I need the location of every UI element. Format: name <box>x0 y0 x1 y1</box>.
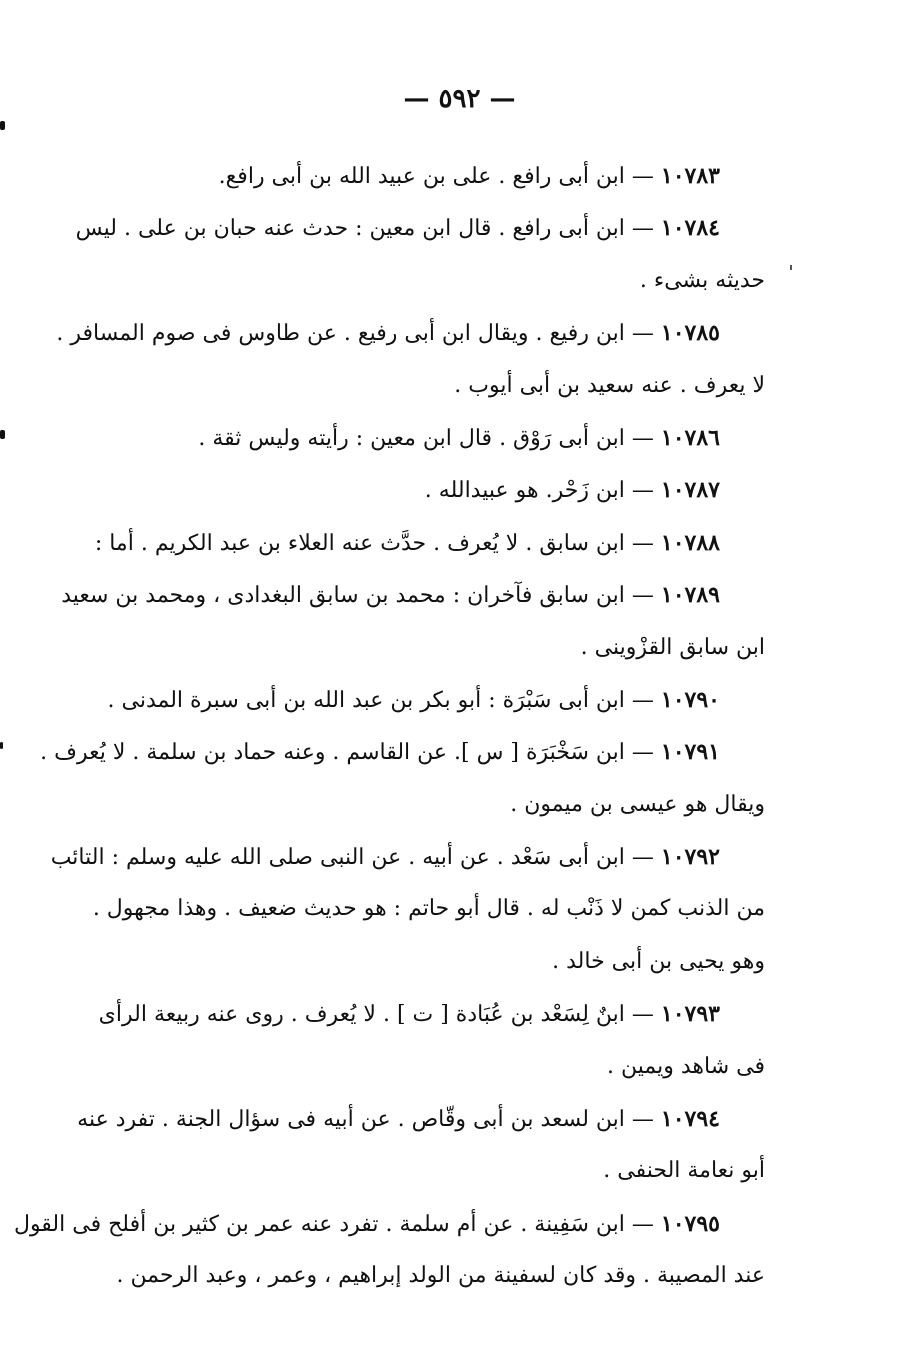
entry-text: — ابن سابق فآخران : محمد بن سابق البغدادى ، ومحمد بن سعيد <box>61 583 661 609</box>
entry-number: ١٠٧٩٢ <box>660 844 720 871</box>
text-line <box>100 936 765 988</box>
text-line <box>94 517 765 569</box>
text-line <box>100 1145 765 1197</box>
entry-text: — ابن سَفِينة . عن أم سلمة . تفرد عنه عمر بن كثير بن أفلح فى القول <box>13 1211 661 1237</box>
text-line <box>100 360 765 412</box>
entry-text: — ابن أبى سَعْد . عن أبيه . عن النبى صلى الله عليه وسلم : التائب <box>50 845 661 871</box>
entry-text: فى شاهد ويمين . <box>607 1053 765 1079</box>
text-line <box>100 412 765 464</box>
text-line <box>100 1250 765 1302</box>
entry-text: — ابن أبى سَبْرَة : أبو بكر بن عبد الله بن أبى سبرة المدنى . <box>107 687 661 713</box>
entry-text: ويقال هو عيسى بن ميمون . <box>510 791 765 817</box>
text-line <box>75 202 765 254</box>
entry-text: ابن سابق القزْوينى . <box>580 634 765 660</box>
text-line <box>92 883 765 935</box>
entry-text: من الذنب كمن لا ذَنْب له . قال أبو حاتم : هو حديث ضعيف . وهذا مجهول . <box>92 896 765 922</box>
entry-number: ١٠٧٩٠ <box>660 686 720 713</box>
text-line <box>77 1093 765 1145</box>
text-line <box>100 779 765 831</box>
margin-mark <box>0 121 5 130</box>
entry-number: ١٠٧٩٣ <box>660 1001 720 1028</box>
entry-text: — ابن سابق . لا يُعرف . حدَّث عنه العلاء بن عبد الكريم . أما : <box>94 530 661 556</box>
entry-text: — ابن أبى رافع . على بن عبيد الله بن أبى رافع. <box>218 164 661 189</box>
text-line <box>100 150 765 202</box>
text-line <box>100 674 765 726</box>
entry-number: ١٠٧٨٩ <box>660 582 720 609</box>
entry-text: — ابن لسعد بن أبى وقّاص . عن أبيه فى سؤال الجنة . تفرد عنه <box>77 1107 661 1133</box>
text-line <box>100 1041 765 1093</box>
entry-text: — ابن أبى رَوْق . قال ابن معين : رأيته وليس ثقة . <box>198 425 661 451</box>
entry-text: أبو نعامة الحنفى . <box>603 1158 765 1184</box>
entry-number: ١٠٧٨٨ <box>660 529 720 556</box>
entry-number: ١٠٧٨٥ <box>660 320 720 347</box>
entry-text: — ابن رفيع . ويقال ابن أبى رفيع . عن طاوس فى صوم المسافر . <box>56 321 661 347</box>
entry-text: حديثه بشىء . <box>639 267 765 293</box>
entry-text: — ابن زَحْر. هو عبيدالله . <box>424 478 661 504</box>
text-line <box>100 255 765 307</box>
entry-number: ١٠٧٨٦ <box>660 424 720 451</box>
entry-number: ١٠٧٩٥ <box>660 1210 720 1237</box>
entry-number: ١٠٧٨٧ <box>660 477 720 504</box>
margin-mark <box>0 430 5 439</box>
text-line <box>100 464 765 516</box>
entry-number: ١٠٧٩١ <box>660 739 720 766</box>
margin-mark <box>0 742 3 749</box>
entry-text: — ابن أبى رافع . قال ابن معين : حدث عنه حبان بن على . ليس <box>75 216 661 242</box>
entry-number: ١٠٧٨٣ <box>660 163 720 189</box>
text-line <box>56 307 765 359</box>
text-line <box>100 988 765 1040</box>
text-line <box>100 622 765 674</box>
entry-text: لا يعرف . عنه سعيد بن أبى أيوب . <box>454 372 765 398</box>
entry-number: ١٠٧٩٤ <box>660 1106 720 1133</box>
entry-text: — ابن سَخْبَرَة [ س ]. عن القاسم . وعنه حماد بن سلمة . لا يُعرف . <box>40 740 661 766</box>
entry-text: — ابنٌ لِسَعْد بن عُبَادة [ ت ] . لا يُعرف . روى عنه ربيعة الرأى <box>98 1002 661 1028</box>
entry-number: ١٠٧٨٤ <box>660 215 720 242</box>
text-line <box>61 569 765 621</box>
ink-speck <box>790 265 792 270</box>
text-line <box>50 831 765 883</box>
text-line <box>40 726 765 778</box>
entries-text-block <box>13 150 765 1303</box>
page-number: — ٥٩٢ — <box>403 84 516 114</box>
text-line <box>13 1198 765 1250</box>
entry-text: عند المصيبة . وقد كان لسفينة من الولد إبراهيم ، وعمر ، وعبد الرحمن . <box>116 1263 765 1289</box>
entry-text: وهو يحيى بن أبى خالد . <box>552 948 765 974</box>
